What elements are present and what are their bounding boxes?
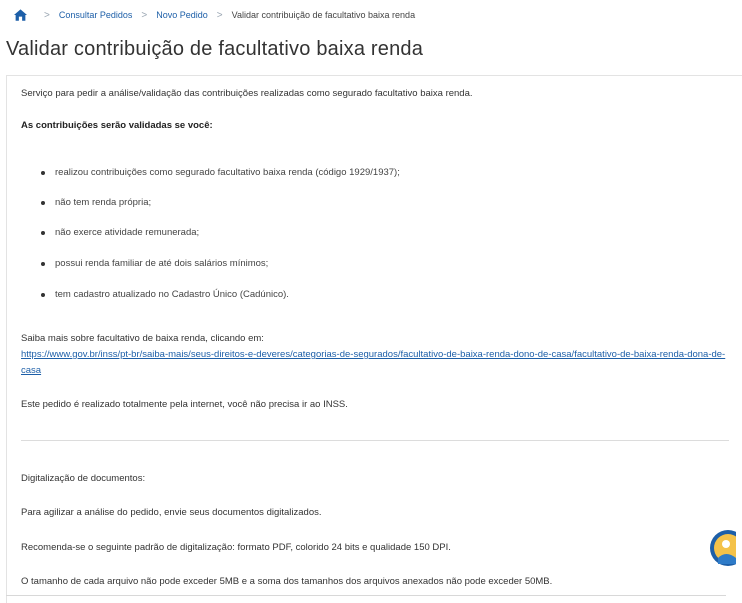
- breadcrumb-current: Validar contribuição de facultativo baixa renda: [231, 10, 416, 20]
- intro-text: Serviço para pedir a análise/validação das contribuições realizadas como segurado facultativo baixa renda.: [21, 88, 473, 99]
- list-item: não tem renda própria;: [55, 197, 152, 208]
- home-icon[interactable]: [14, 9, 27, 21]
- divider: [21, 440, 729, 441]
- more-info-text: Saiba mais sobre facultativo de baixa renda, clicando em:: [21, 333, 264, 344]
- size-limit-note: O tamanho de cada arquivo não pode exceder 5MB e a soma dos tamanhos dos arquivos anexados não pode exceder 50MB.: [21, 576, 553, 587]
- breadcrumb: [14, 6, 415, 24]
- chevron-right-icon: >: [216, 9, 223, 21]
- assistant-icon[interactable]: [706, 528, 736, 568]
- digitization-heading: Digitalização de documentos:: [21, 473, 146, 484]
- chevron-right-icon: >: [141, 9, 148, 21]
- list-item: possui renda familiar de até dois salários mínimos;: [55, 258, 269, 269]
- online-note: Este pedido é realizado totalmente pela internet, você não precisa ir ao INSS.: [21, 399, 348, 410]
- divider: [6, 595, 726, 596]
- page-title: Validar contribuição de facultativo baixa renda: [6, 38, 424, 60]
- list-item: não exerce atividade remunerada;: [55, 227, 200, 238]
- breadcrumb-consultar-pedidos[interactable]: Consultar Pedidos: [58, 10, 133, 20]
- list-item: tem cadastro atualizado no Cadastro Único (Cadúnico).: [55, 289, 289, 300]
- criteria-heading: As contribuições serão validadas se você:: [21, 120, 213, 131]
- more-info-link[interactable]: https://www.gov.br/inss/pt-br/saiba-mais/seus-direitos-e-deveres/categorias-de-segurados/facultativo-de-baixa-renda-dono-de-casa/facultativo-de-baixa-renda-dona-de-casa: [21, 349, 726, 376]
- chevron-right-icon: >: [44, 9, 50, 21]
- digitization-tip: Para agilizar a análise do pedido, envie seus documentos digitalizados.: [21, 507, 322, 518]
- service-description-panel: [6, 75, 742, 603]
- digitization-standard: Recomenda-se o seguinte padrão de digitalização: formato PDF, colorido 24 bits e qualidade 150 DPI.: [21, 542, 451, 553]
- breadcrumb-novo-pedido[interactable]: Novo Pedido: [156, 10, 208, 20]
- list-item: realizou contribuições como segurado facultativo baixa renda (código 1929/1937);: [55, 167, 400, 178]
